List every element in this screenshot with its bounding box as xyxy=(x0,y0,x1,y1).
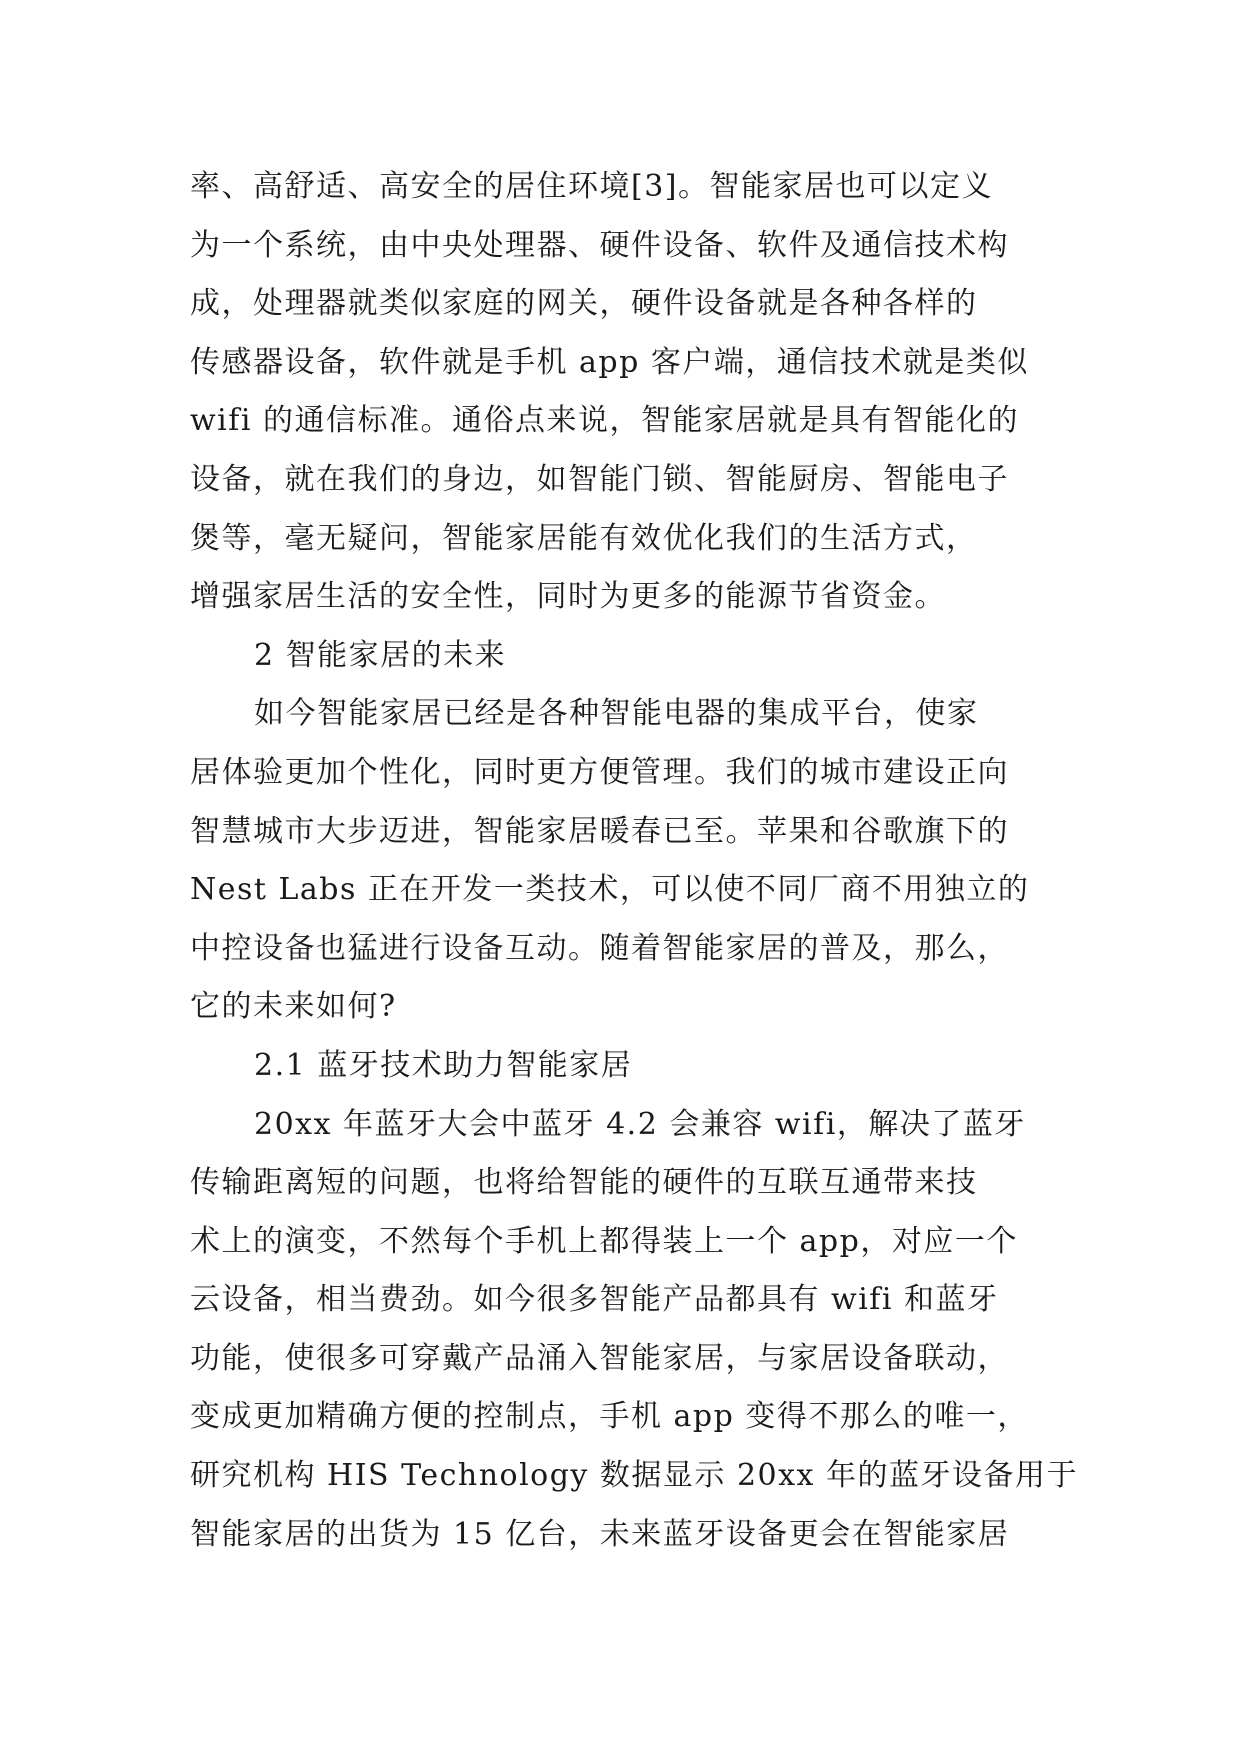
text-line: 云设备，相当费劲。如今很多智能产品都具有 wifi 和蓝牙 xyxy=(190,1282,999,1318)
text-line: 煲等，毫无疑问，智能家居能有效优化我们的生活方式， xyxy=(190,520,978,556)
text-line: 率、高舒适、高安全的居住环境[3]。智能家居也可以定义 xyxy=(190,169,993,204)
text-line: 居体验更加个性化，同时更方便管理。我们的城市建设正向 xyxy=(190,754,1009,790)
paragraph-smart-home-definition xyxy=(190,158,1050,627)
heading-text: 2.1 蓝牙技术助力智能家居 xyxy=(254,1047,633,1083)
text-line: 变成更加精确方便的控制点，手机 app 变得不那么的唯一， xyxy=(190,1399,1029,1435)
paragraph-future xyxy=(190,685,1050,1037)
document-body xyxy=(190,158,1079,1564)
text-line: 传感器设备，软件就是手机 app 客户端，通信技术就是类似 xyxy=(190,344,1029,380)
text-line: Nest Labs 正在开发一类技术，可以使不同厂商不用独立的 xyxy=(190,872,1030,908)
text-line: 智能家居的出货为 15 亿台，未来蓝牙设备更会在智能家居 xyxy=(190,1516,1010,1552)
section-heading-2 xyxy=(190,627,1050,686)
paragraph-bluetooth xyxy=(190,1096,1079,1565)
text-line: 中控设备也猛进行设备互动。随着智能家居的普及，那么， xyxy=(190,930,1009,966)
text-line: 为一个系统，由中央处理器、硬件设备、软件及通信技术构 xyxy=(190,227,1009,263)
text-line: 设备，就在我们的身边，如智能门锁、智能厨房、智能电子 xyxy=(190,461,1009,497)
text-line: 成，处理器就类似家庭的网关，硬件设备就是各种各样的 xyxy=(190,286,978,322)
text-line: 传输距离短的问题，也将给智能的硬件的互联互通带来技 xyxy=(190,1165,978,1201)
text-line: 智慧城市大步迈进，智能家居暖春已至。苹果和谷歌旗下的 xyxy=(190,813,1009,849)
text-line: 增强家居生活的安全性，同时为更多的能源节省资金。 xyxy=(190,579,946,615)
text-line: 如今智能家居已经是各种智能电器的集成平台，使家 xyxy=(254,696,979,732)
text-line: wifi 的通信标准。通俗点来说，智能家居就是具有智能化的 xyxy=(190,403,1020,439)
heading-text: 2 智能家居的未来 xyxy=(254,637,507,673)
section-heading-2-1 xyxy=(190,1037,1050,1096)
text-line: 功能，使很多可穿戴产品涌入智能家居，与家居设备联动， xyxy=(190,1340,1009,1376)
text-line: 术上的演变，不然每个手机上都得装上一个 app，对应一个 xyxy=(190,1223,1018,1259)
text-line: 它的未来如何? xyxy=(190,989,397,1025)
text-line: 研究机构 HIS Technology 数据显示 20xx 年的蓝牙设备用于 xyxy=(190,1458,1079,1494)
text-line: 20xx 年蓝牙大会中蓝牙 4.2 会兼容 wifi，解决了蓝牙 xyxy=(254,1106,1026,1142)
